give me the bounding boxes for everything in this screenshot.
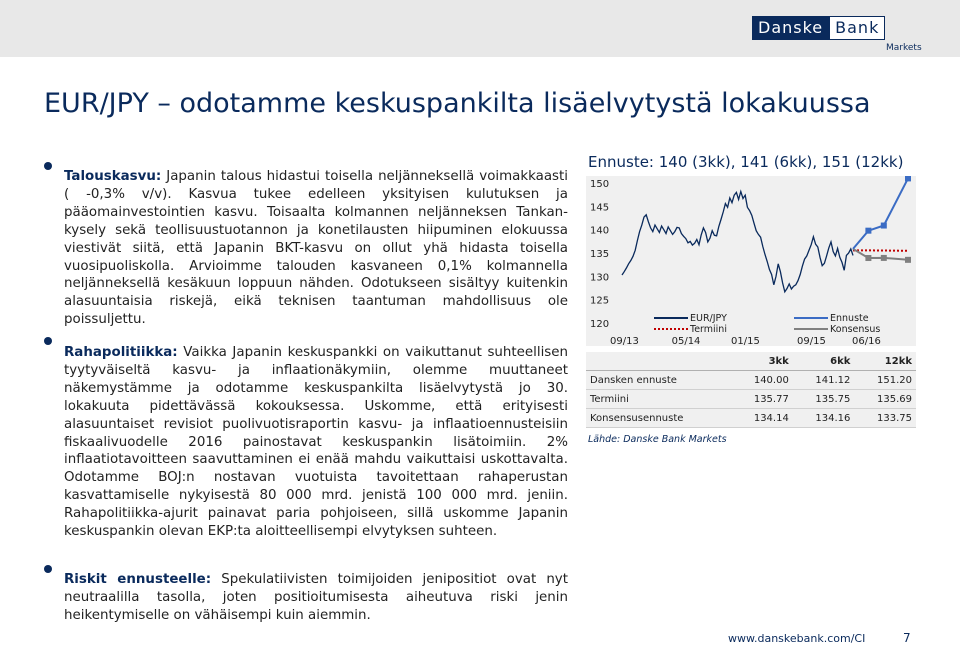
- table-cell: 140.00: [731, 371, 793, 390]
- eurjpy-forecast-chart: [586, 176, 916, 346]
- x-tick-label: 06/16: [852, 336, 881, 346]
- y-tick-label: 125: [590, 295, 610, 307]
- forecast-table: [586, 352, 916, 428]
- table-header: 3kk: [731, 352, 793, 371]
- table-cell: 135.69: [854, 390, 916, 409]
- y-tick-label: 150: [590, 179, 610, 190]
- logo-subtitle: Markets: [886, 43, 922, 53]
- bullet-monetary-policy: [44, 344, 568, 541]
- x-tick-label: 09/13: [610, 336, 639, 346]
- chart-source: Lähde: Danske Bank Markets: [588, 434, 727, 445]
- legend-label: EUR/JPY: [690, 313, 727, 324]
- legend-label: Konsensus: [830, 324, 881, 335]
- series-eurjpy-line: [622, 192, 853, 292]
- table-cell: 134.14: [731, 409, 793, 428]
- logo-text-left: Danske: [752, 16, 829, 40]
- table-cell: 135.77: [731, 390, 793, 409]
- footer-link[interactable]: www.danskebank.com/CI: [728, 632, 866, 645]
- danske-bank-logo: [752, 16, 922, 40]
- x-tick-label: 05/14: [671, 336, 701, 346]
- row-label: Konsensusennuste: [586, 409, 731, 428]
- forecast-point: [905, 176, 911, 181]
- page-number: 7: [903, 631, 911, 645]
- x-tick-label: 09/15: [797, 336, 826, 346]
- bullet-label: Riskit ennusteelle:: [64, 572, 212, 587]
- bullet-text: Japanin talous hidastui toisella neljänneksellä voimakkaasti ( -0,3% v/v). Kasvua tukee edelleen yksityisen kulutuksen ja pääomainvestointien kasvu. Toisaalta kolmannen neljänneksen Tankan-kysely sekä teollisuustuotannon ja konetilausten hiipuminen elokuussa viestivät siitä, että Japanin BKT-kasvu on ollut yhä hidasta toisella vuosipuoliskolla. Arvioimme talouden kasvaneen 0,1% kolmannella neljänneksellä kesäkuun loppuun nähden. Odotukseen sisältyy kuitenkin alasuuntaisia riskejä, eikä teknisen taantuman mahdollisuus ole poissuljettu.: [64, 169, 568, 328]
- forecast-point: [865, 228, 871, 234]
- x-tick-label: 01/15: [731, 336, 760, 346]
- bullet-label: Talouskasvu:: [64, 169, 162, 184]
- table-cell: 133.75: [854, 409, 916, 428]
- y-tick-label: 145: [590, 202, 610, 214]
- table-row: [586, 390, 916, 409]
- y-tick-label: 130: [590, 272, 610, 284]
- y-tick-label: 120: [590, 319, 610, 330]
- y-tick-label: 135: [590, 249, 610, 260]
- table-cell: 151.20: [854, 371, 916, 390]
- consensus-point: [865, 255, 871, 261]
- table-cell: 141.12: [793, 371, 855, 390]
- table-header: 6kk: [793, 352, 855, 371]
- page-title: EUR/JPY – odotamme keskuspankilta lisäelvytystä lokakuussa: [44, 88, 871, 119]
- consensus-point: [905, 257, 911, 263]
- bullet-text: Vaikka Japanin keskuspankki on vaikuttanut suhteellisen tyytyväiseltä kasvu- ja inflaationäkymiin, olemme muuttaneet näkemystämme ja odotamme keskuspankilta lisäelvytystä jo 30. lokakuuta pidettävässä kokouksessa. Uskomme, että erityisesti alasuuntaiset revisiot puolivuotisraportin kasvu- ja inflaatioennusteisiin fiskaalivuodelle 2016 painostavat keskuspankin lisätoimiin. 2% inflaatiotavoitteen saavuttaminen ei enää mahdu vaikuttaisi uskottavalta. Odotamme BOJ:n nostavan vuotuista tavoitettaan rahaperustan kasvattamiselle nykyisestä 80 000 mrd. jenistä 100 000 mrd. jeniin. Rahapolitiikka-ajurit painavat paria pohjoiseen, sillä uskomme Japanin keskuspankin olevan EKP:ta aloitteellisempi elvytyksen suhteen.: [64, 345, 568, 540]
- forecast-point: [881, 223, 887, 229]
- bullet-growth: [44, 168, 568, 329]
- bullet-label: Rahapolitiikka:: [64, 345, 178, 360]
- table-cell: 134.16: [793, 409, 855, 428]
- table-cell: 135.75: [793, 390, 855, 409]
- y-tick-label: 140: [590, 225, 610, 237]
- consensus-point: [881, 255, 887, 261]
- series-forecast-line: [853, 178, 908, 249]
- row-label: Dansken ennuste: [586, 371, 731, 390]
- row-label: Termiini: [586, 390, 731, 409]
- table-row: [586, 371, 916, 390]
- table-header: 12kk: [854, 352, 916, 371]
- legend-label: Ennuste: [830, 313, 869, 324]
- bullet-risks: [44, 571, 568, 625]
- table-row: [586, 409, 916, 428]
- table-header-row: [586, 352, 916, 371]
- chart-title: Ennuste: 140 (3kk), 141 (6kk), 151 (12kk): [588, 153, 904, 171]
- logo-text-right: Bank: [829, 16, 885, 40]
- bullet-text: Spekulatiivisten toimijoiden jenipositiot ovat nyt neutraalilla tasolla, joten positioitumisesta aiheutuva riski jenin heikentymiselle on vähäisempi kuin aiemmin.: [64, 572, 568, 623]
- legend-label: Termiini: [690, 324, 727, 335]
